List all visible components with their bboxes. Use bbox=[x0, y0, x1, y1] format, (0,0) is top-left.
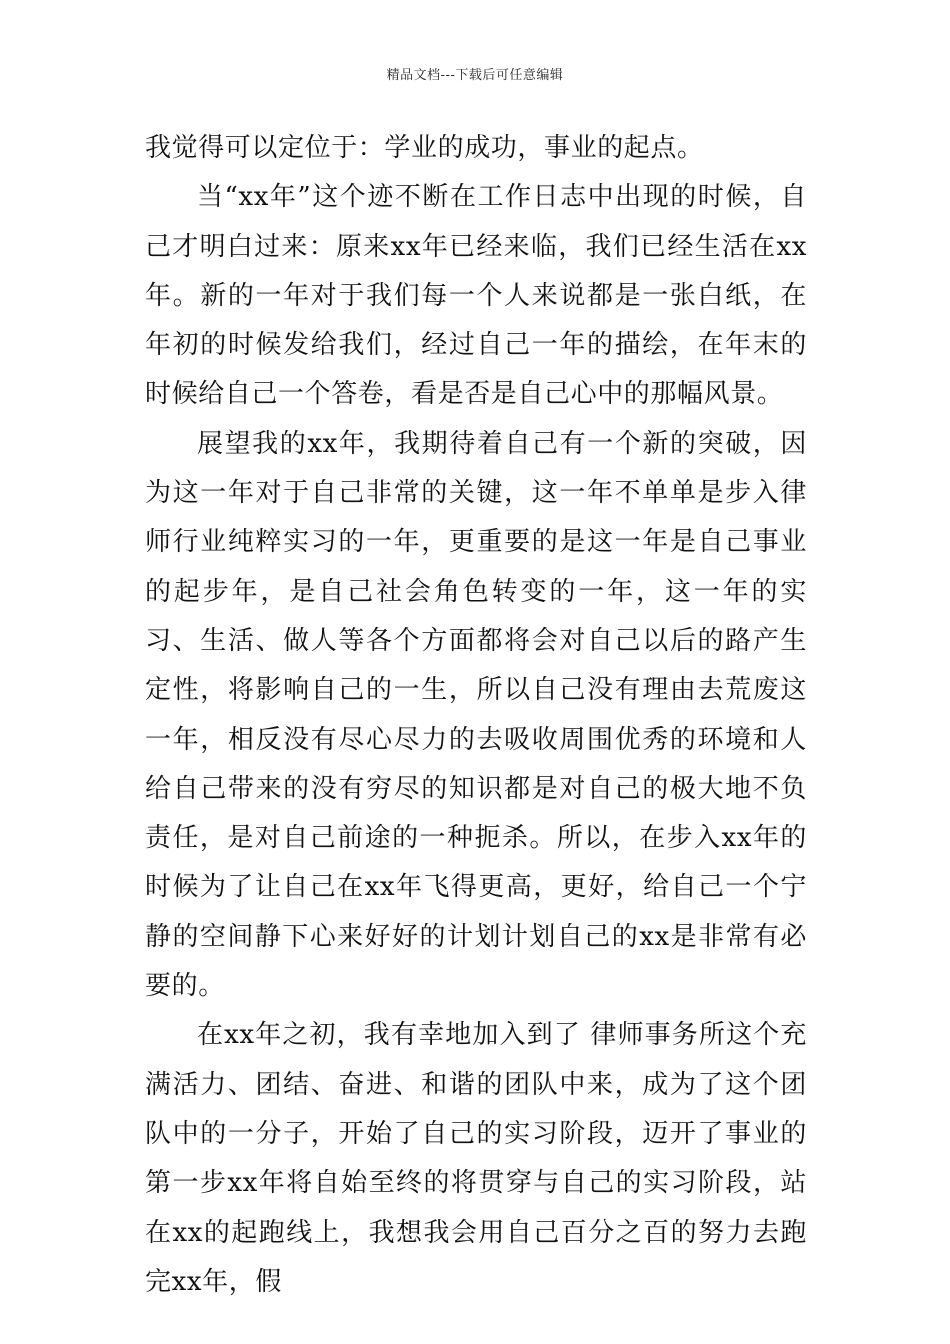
paragraph-4: 在xx年之初，我有幸地加入到了 律师事务所这个充满活力、团结、奋进、和谐的团队中来，成为了这个团队中的一分子，开始了自己的实习阶段，迈开了事业的第一步xx年将自始至终的将贯穿与自己的实习阶段，站在xx的起跑线上，我想我会用自己百分之百的努力去跑完xx年，假 bbox=[145, 1020, 807, 1297]
paragraph-3: 展望我的xx年，我期待着自己有一个新的突破，因为这一年对于自己非常的关键，这一年不单单是步入律师行业纯粹实习的一年，更重要的是这一年是自己事业的起步年，是自己社会角色转变的一年，这一年的实习、生活、做人等各个方面都将会对自己以后的路产生定性，将影响自己的一生，所以自己没有理由去荒废这一年，相反没有尽心尽力的去吸收周围优秀的环境和人给自己带来的没有穷尽的知识都是对自己的极大地不负责任，是对自己前途的一种扼杀。所以，在步入xx年的时候为了让自己在xx年飞得更高，更好，给自己一个宁静的空间静下心来好好的计划计划自己的xx是非常有必要的。 bbox=[145, 428, 807, 1002]
paragraph-2: 当“xx年”这个迹不断在工作日志中出现的时候，自己才明白过来：原来xx年已经来临，我们已经生活在xx年。新的一年对于我们每一个人来说都是一张白纸，在年初的时候发给我们，经过自己一年的描绘，在年末的时候给自己一个答卷，看是否是自己心中的那幅风景。 bbox=[145, 182, 807, 410]
document-body bbox=[145, 124, 807, 1307]
page-header: 精品文档---下载后可任意编辑 bbox=[386, 68, 564, 83]
paragraph-1: 我觉得可以定位于：学业的成功，事业的起点。 bbox=[145, 133, 704, 163]
